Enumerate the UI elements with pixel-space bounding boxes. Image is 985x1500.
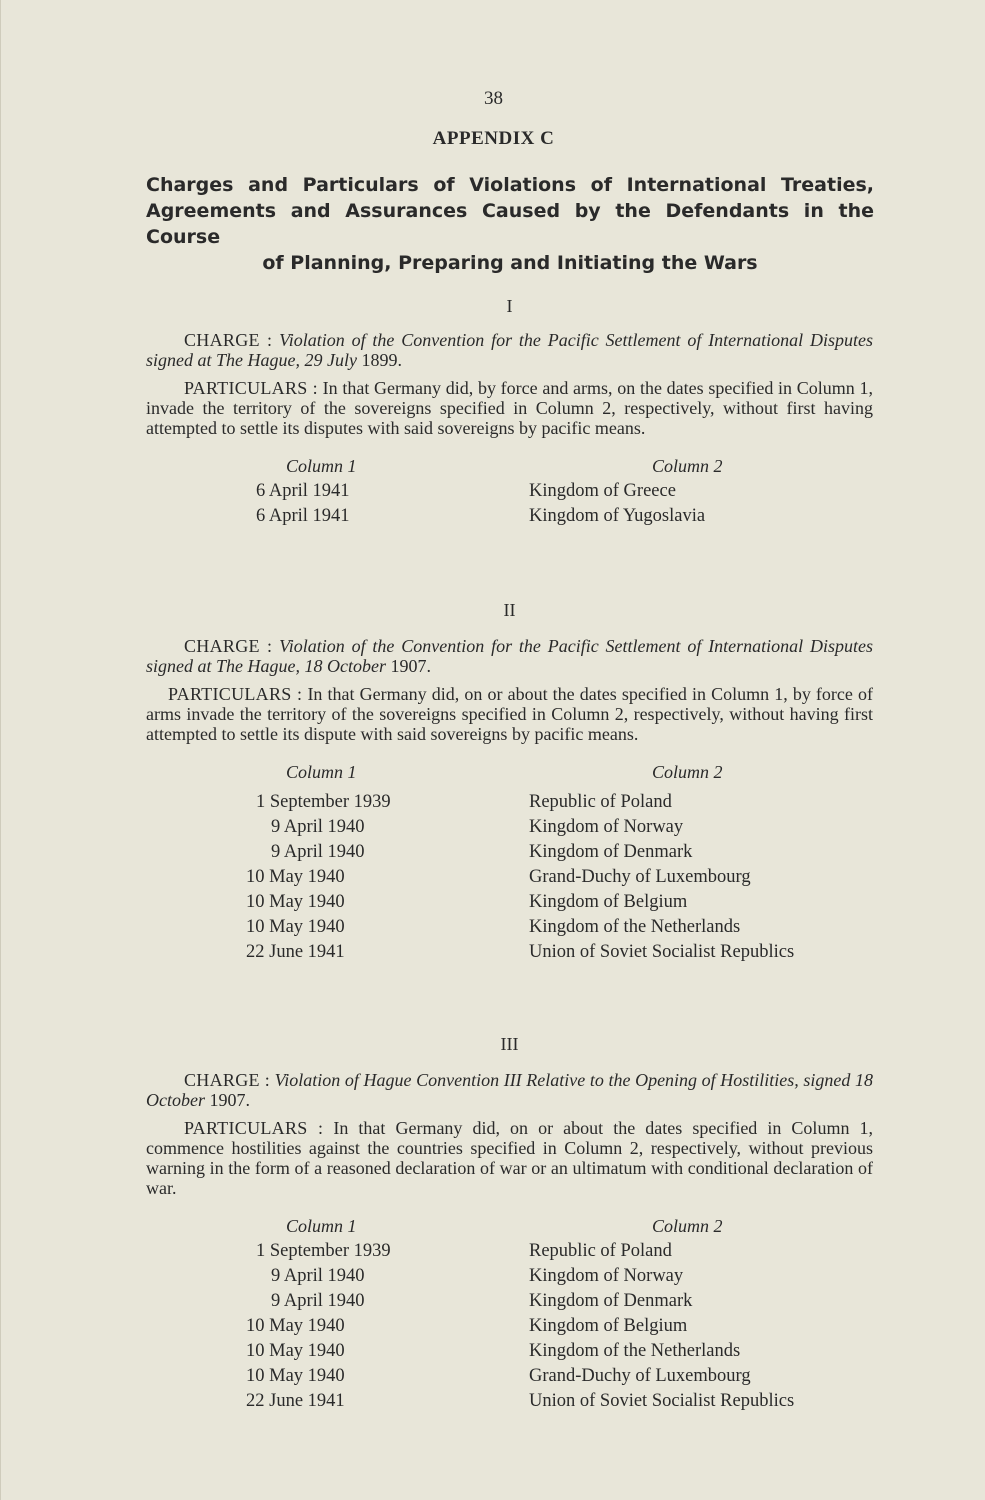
country-cell: Kingdom of Belgium (529, 892, 688, 912)
table-row (146, 792, 873, 817)
country-cell: Republic of Poland (529, 1241, 672, 1261)
date-cell: 1 September 1939 (256, 1241, 391, 1261)
particulars-text: In that Germany did, by force and arms, on the dates specified in Column 1, invade the territory of the sovereigns specified in Column 2, respectively, without first having attempted to settle its disputes with said sovereigns by pacific means. (146, 378, 873, 438)
date-cell: 9 April 1940 (271, 1291, 365, 1311)
date-cell: 10 May 1940 (246, 1316, 345, 1336)
column-1-header: Column 1 (286, 762, 357, 782)
table-row (146, 481, 873, 506)
country-cell: Kingdom of Denmark (529, 1291, 693, 1311)
country-cell: Grand-Duchy of Luxembourg (529, 1366, 751, 1386)
date-cell: 22 June 1941 (246, 1391, 345, 1411)
charge-text: Violation of the Convention for the Pacific Settlement of International Disputes signed at The Hague, 29 July (146, 330, 874, 370)
violations-table (146, 456, 873, 534)
country-cell: Kingdom of the Netherlands (529, 917, 741, 937)
date-cell: 10 May 1940 (246, 917, 345, 937)
column-2-header: Column 2 (652, 762, 723, 782)
country-cell: Kingdom of Norway (529, 1266, 684, 1286)
date-cell: 1 September 1939 (256, 792, 391, 812)
country-cell: Kingdom of the Netherlands (529, 1341, 741, 1361)
column-1-header: Column 1 (286, 456, 357, 476)
charge-year: 1907. (390, 656, 431, 676)
table-row (146, 1316, 873, 1341)
particulars-paragraph (146, 1118, 873, 1198)
violations-table (146, 762, 873, 967)
date-cell: 10 May 1940 (246, 1366, 345, 1386)
particulars-paragraph (146, 378, 873, 438)
table-row (146, 867, 873, 892)
particulars-text: In that Germany did, on or about the dates specified in Column 1, by force of arms invade the territory of the sovereigns specified in Column 2, respectively, without having first attempted to settle its dispute with said sovereigns by pacific means. (146, 684, 874, 744)
heading-line: Charges and Particulars of Violations of International Treaties, (146, 174, 874, 196)
table-row (146, 1391, 873, 1416)
section-number: I (506, 296, 513, 316)
table-row (146, 817, 873, 842)
section-number: II (503, 600, 516, 620)
date-cell: 9 April 1940 (271, 1266, 365, 1286)
date-cell: 22 June 1941 (246, 942, 345, 962)
section-number: III (500, 1034, 519, 1054)
charge-text: Violation of Hague Convention III Relative to the Opening of Hostilities, signed 18 October (146, 1070, 873, 1110)
charge-label: CHARGE : (184, 636, 273, 656)
particulars-label: PARTICULARS : (184, 378, 318, 398)
date-cell: 6 April 1941 (256, 481, 350, 501)
date-cell: 10 May 1940 (246, 892, 345, 912)
particulars-label: PARTICULARS : (184, 1118, 324, 1138)
column-1-header: Column 1 (286, 1216, 357, 1236)
charge-label: CHARGE : (184, 1070, 271, 1090)
charge-paragraph (146, 636, 873, 676)
charge-year: 1899. (361, 350, 402, 370)
country-cell: Republic of Poland (529, 792, 672, 812)
table-row (146, 1241, 873, 1266)
country-cell: Kingdom of Yugoslavia (529, 506, 706, 526)
table-row (146, 1341, 873, 1366)
charge-text: Violation of the Convention for the Pacific Settlement of International Disputes signed at The Hague, 18 October (146, 636, 874, 676)
date-cell: 9 April 1940 (271, 817, 365, 837)
country-cell: Union of Soviet Socialist Republics (529, 1391, 795, 1411)
country-cell: Kingdom of Greece (529, 481, 676, 501)
heading-line: Agreements and Assurances Caused by the Defendants in the Course (146, 200, 874, 248)
appendix-title: APPENDIX C (432, 128, 555, 149)
violations-table (146, 1216, 873, 1416)
table-row (146, 842, 873, 867)
heading-line: of Planning, Preparing and Initiating the Wars (262, 252, 758, 274)
country-cell: Kingdom of Norway (529, 817, 684, 837)
page-number: 38 (484, 88, 503, 109)
date-cell: 9 April 1940 (271, 842, 365, 862)
section-iii (146, 1034, 873, 1416)
section-i (146, 296, 873, 534)
charge-label: CHARGE : (184, 330, 273, 350)
table-row (146, 892, 873, 917)
country-cell: Kingdom of Belgium (529, 1316, 688, 1336)
table-row (146, 917, 873, 942)
section-ii (146, 600, 873, 967)
main-heading (146, 172, 874, 276)
charge-year: 1907. (209, 1090, 250, 1110)
table-row (146, 1366, 873, 1391)
particulars-label: PARTICULARS : (168, 684, 303, 704)
particulars-text: In that Germany did, on or about the dates specified in Column 1, commence hostilities against the countries specified in Column 2, respectively, without previous warning in the form of a reasoned declaration of war or an ultimatum with conditional declaration of war. (146, 1118, 874, 1198)
country-cell: Union of Soviet Socialist Republics (529, 942, 795, 962)
date-cell: 6 April 1941 (256, 506, 350, 526)
table-row (146, 506, 873, 531)
particulars-paragraph (146, 684, 873, 744)
charge-paragraph (146, 1070, 873, 1110)
country-cell: Kingdom of Denmark (529, 842, 693, 862)
charge-paragraph (146, 330, 873, 370)
column-2-header: Column 2 (652, 456, 723, 476)
column-2-header: Column 2 (652, 1216, 723, 1236)
date-cell: 10 May 1940 (246, 1341, 345, 1361)
date-cell: 10 May 1940 (246, 867, 345, 887)
table-row (146, 1291, 873, 1316)
country-cell: Grand-Duchy of Luxembourg (529, 867, 751, 887)
table-row (146, 1266, 873, 1291)
table-row (146, 942, 873, 967)
